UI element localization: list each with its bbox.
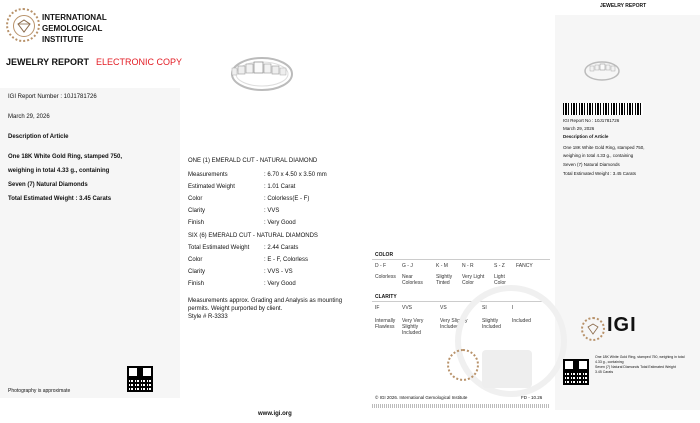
org-name-line1: INTERNATIONAL	[42, 13, 107, 22]
right-qr-code[interactable]	[563, 359, 589, 385]
color-desc: Very Light Color	[462, 274, 485, 286]
report-number: IGI Report Number : 10J1781726	[8, 94, 97, 100]
description-line-2: weighing in total 4.33 g., containing	[8, 168, 110, 174]
igi-logo-icon	[6, 8, 40, 42]
clarity-scale-title: CLARITY	[375, 294, 397, 300]
side-row-label: Color	[188, 257, 203, 263]
grading-note-line2: permits. Weight purported by client.	[188, 306, 283, 312]
side-row-label: Clarity	[188, 269, 206, 275]
clarity-desc: Internally Flawless	[375, 318, 396, 330]
color-scale-divider	[372, 259, 550, 260]
igi-brand-logo-icon	[581, 317, 605, 341]
description-line-3: Seven (7) Natural Diamonds	[8, 182, 88, 188]
right-panel	[555, 15, 700, 410]
color-scale-title: COLOR	[375, 252, 394, 258]
side-stones-heading: SIX (6) EMERALD CUT - NATURAL DIAMONDS	[188, 233, 318, 239]
electronic-copy-label: ELECTRONIC COPY	[96, 57, 183, 67]
grading-note-line1: Measurements approx. Grading and Analysis as mounting	[188, 298, 343, 304]
color-grade: N - R	[462, 263, 474, 269]
photography-note: Photography is approximate	[8, 388, 71, 394]
color-desc: Light Color	[494, 274, 506, 286]
side-row-value: : VVS - VS	[264, 269, 293, 275]
main-row-label: Finish	[188, 220, 205, 226]
color-grade: S - Z	[494, 263, 505, 269]
main-stone-heading: ONE (1) EMERALD CUT - NATURAL DIAMOND	[188, 158, 318, 164]
clarity-desc: Included	[512, 318, 531, 324]
main-row-value: : Very Good	[264, 220, 296, 226]
color-grade: K - M	[436, 263, 448, 269]
main-row-label: Clarity	[188, 208, 206, 214]
clarity-desc: Slightly Included	[482, 318, 501, 330]
left-qr-code[interactable]	[127, 366, 153, 392]
clarity-grade: SI	[482, 305, 487, 311]
right-ring-photo	[582, 54, 622, 84]
right-description-line4: Total Estimated Weight : 3.45 Carats	[563, 171, 636, 176]
color-desc: Slightly Tinted	[436, 274, 453, 286]
description-line-4: Total Estimated Weight : 3.45 Carats	[8, 196, 112, 202]
report-title: JEWELRY REPORT	[6, 57, 90, 67]
hologram-icon	[482, 350, 532, 388]
main-row-value: : Colorless(E - F)	[264, 196, 310, 202]
right-report-number: IGI Report No : 10J1781726	[563, 118, 620, 123]
description-line-1: One 18K White Gold Ring, stamped 750,	[8, 154, 123, 160]
right-date: March 29, 2026	[563, 126, 595, 131]
side-row-label: Total Estimated Weight	[188, 245, 250, 251]
gold-seal-icon	[447, 349, 479, 381]
clarity-desc: Very Very Slightly Included	[402, 318, 424, 336]
color-grade: FANCY	[516, 263, 533, 269]
main-row-value: : VVS	[264, 208, 280, 214]
clarity-grade: VVS	[402, 305, 413, 311]
main-row-value: : 6.70 x 4.50 x 3.50 mm	[264, 172, 327, 178]
main-row-label: Estimated Weight	[188, 184, 235, 190]
clarity-grade: I	[512, 305, 514, 311]
style-number: Style # R-3333	[188, 314, 228, 320]
right-description-line2: weighing in total 4.33 g., containing	[563, 153, 634, 158]
form-code: FD - 10.26	[521, 395, 543, 400]
report-date: March 29, 2026	[8, 114, 50, 120]
side-row-value: : Very Good	[264, 281, 296, 287]
side-row-value: : 2.44 Carats	[264, 245, 299, 251]
clarity-grade: IF	[375, 305, 380, 311]
clarity-grade: VS	[440, 305, 447, 311]
color-grade: D - F	[375, 263, 387, 269]
org-name-line2: GEMOLOGICAL	[42, 24, 103, 33]
main-row-label: Color	[188, 196, 203, 202]
color-desc: Colorless	[375, 274, 396, 280]
igi-brand-text: IGI	[607, 314, 637, 336]
org-name-line3: INSTITUTE	[42, 35, 84, 44]
right-description-heading: Description of Article	[563, 134, 609, 139]
main-row-label: Measurements	[188, 172, 228, 178]
right-small-line2: 4.33 g., containing	[595, 360, 624, 364]
copyright-footer: © IGI 2026. International Gemological Institute	[375, 395, 468, 400]
right-small-line3: Seven (7) Natural Diamonds Total Estimated Weight	[595, 365, 676, 369]
color-grade: G - J	[402, 263, 413, 269]
side-row-value: : E - F, Colorless	[264, 257, 309, 263]
right-small-line4: 3.45 Carats	[595, 370, 614, 374]
clarity-desc: Very Slightly Included	[440, 318, 468, 330]
top-right-title: JEWELRY REPORT	[600, 3, 647, 9]
description-heading: Description of Article	[8, 134, 69, 140]
right-description-line1: One 18K White Gold Ring, stamped 750,	[563, 145, 645, 150]
website-link[interactable]: www.igi.org	[258, 411, 292, 417]
right-small-line1: One 18K White Gold Ring, stamped 750, weighing in total	[595, 355, 685, 359]
side-row-label: Finish	[188, 281, 205, 287]
report-barcode	[563, 103, 643, 115]
footer-rule	[372, 404, 550, 408]
ring-photo	[228, 44, 296, 94]
color-desc: Near Colorless	[402, 274, 423, 286]
right-description-line3: Seven (7) Natural Diamonds	[563, 162, 620, 167]
main-row-value: : 1.01 Carat	[264, 184, 296, 190]
